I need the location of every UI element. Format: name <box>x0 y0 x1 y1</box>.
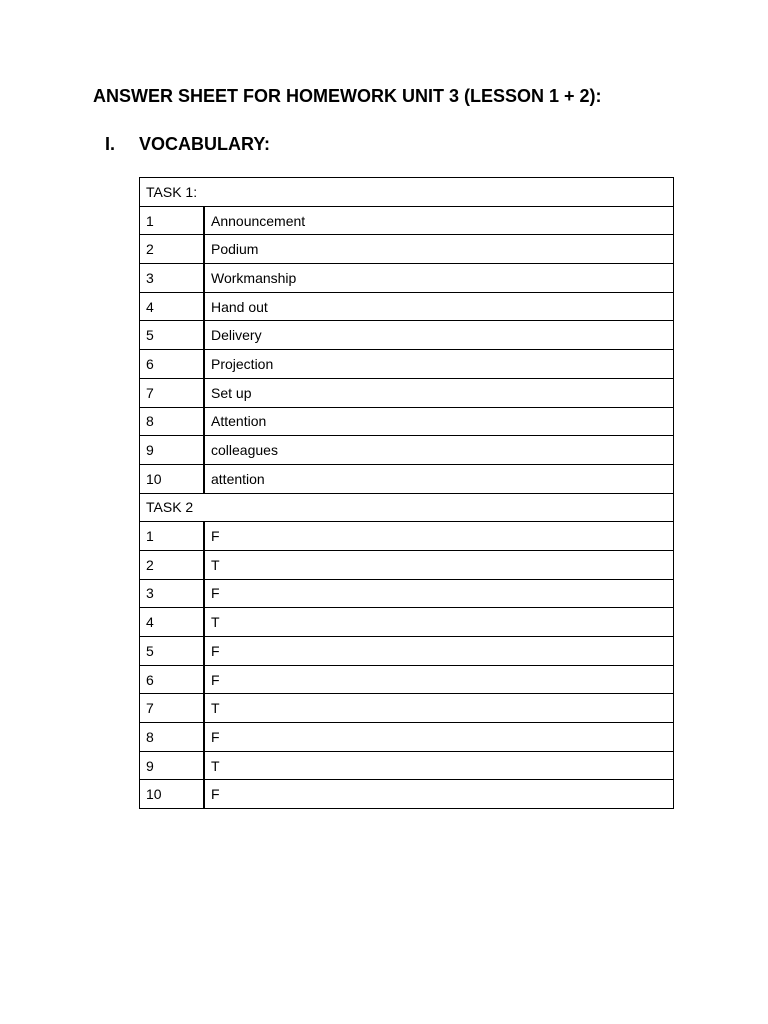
section-title: VOCABULARY: <box>139 134 270 154</box>
item-number: 7 <box>140 378 205 407</box>
table-row <box>140 378 674 407</box>
item-answer: Projection <box>204 350 674 379</box>
item-number: 9 <box>140 751 205 780</box>
table-row <box>140 464 674 493</box>
page-title: ANSWER SHEET FOR HOMEWORK UNIT 3 (LESSON 1 + 2): <box>93 86 602 106</box>
item-number: 5 <box>140 321 205 350</box>
table-row <box>140 522 674 551</box>
table-row <box>140 264 674 293</box>
item-answer: T <box>204 751 674 780</box>
table-row <box>140 723 674 752</box>
item-answer: F <box>204 522 674 551</box>
item-number: 4 <box>140 608 205 637</box>
item-answer: F <box>204 579 674 608</box>
item-answer: T <box>204 694 674 723</box>
table-row <box>140 321 674 350</box>
item-number: 10 <box>140 464 205 493</box>
table-row <box>140 780 674 809</box>
item-answer: Announcement <box>204 206 674 235</box>
item-answer: Attention <box>204 407 674 436</box>
table-row <box>140 235 674 264</box>
item-answer: F <box>204 637 674 666</box>
task-header-row <box>140 493 674 522</box>
item-number: 6 <box>140 665 205 694</box>
item-number: 1 <box>140 522 205 551</box>
item-answer: Set up <box>204 378 674 407</box>
table-row <box>140 694 674 723</box>
table-row <box>140 579 674 608</box>
item-number: 3 <box>140 579 205 608</box>
item-answer: F <box>204 780 674 809</box>
table-row <box>140 550 674 579</box>
item-number: 6 <box>140 350 205 379</box>
item-number: 1 <box>140 206 205 235</box>
item-answer: F <box>204 665 674 694</box>
section-numeral: I. <box>105 134 116 154</box>
item-number: 4 <box>140 292 205 321</box>
item-number: 8 <box>140 407 205 436</box>
item-answer: Podium <box>204 235 674 264</box>
item-number: 7 <box>140 694 205 723</box>
item-answer: attention <box>204 464 674 493</box>
table-row <box>140 350 674 379</box>
answer-table-body <box>140 178 674 809</box>
item-number: 3 <box>140 264 205 293</box>
table-row <box>140 637 674 666</box>
item-number: 9 <box>140 436 205 465</box>
item-answer: Hand out <box>204 292 674 321</box>
item-number: 2 <box>140 550 205 579</box>
item-answer: F <box>204 723 674 752</box>
item-number: 8 <box>140 723 205 752</box>
table-row <box>140 436 674 465</box>
item-answer: Delivery <box>204 321 674 350</box>
item-number: 5 <box>140 637 205 666</box>
task-label: TASK 1: <box>140 178 674 207</box>
table-row <box>140 292 674 321</box>
answer-table <box>139 177 674 809</box>
item-answer: colleagues <box>204 436 674 465</box>
item-answer: T <box>204 608 674 637</box>
item-answer: Workmanship <box>204 264 674 293</box>
task-label: TASK 2 <box>140 493 674 522</box>
table-row <box>140 665 674 694</box>
section-heading <box>105 134 270 155</box>
table-row <box>140 608 674 637</box>
task-header-row <box>140 178 674 207</box>
item-answer: T <box>204 550 674 579</box>
table-row <box>140 206 674 235</box>
table-row <box>140 751 674 780</box>
item-number: 2 <box>140 235 205 264</box>
item-number: 10 <box>140 780 205 809</box>
table-row <box>140 407 674 436</box>
